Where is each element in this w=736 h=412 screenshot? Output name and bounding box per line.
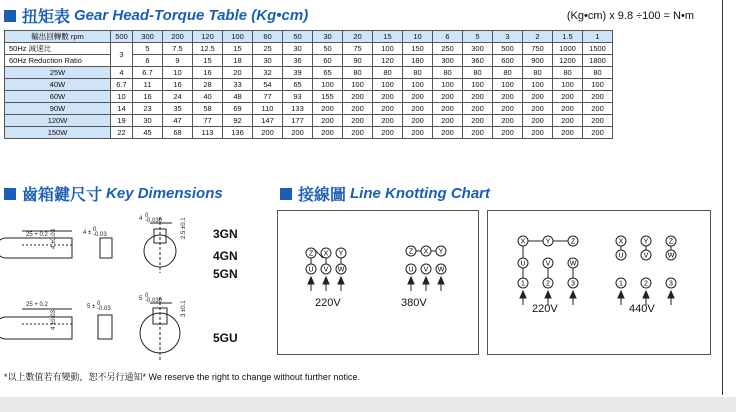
table-row — [5, 79, 613, 91]
torque-cell: 200 — [553, 115, 583, 127]
svg-text:Z: Z — [668, 238, 674, 246]
terminal-node — [543, 236, 553, 246]
torque-cell: 77 — [253, 91, 283, 103]
svg-text:U: U — [520, 260, 526, 268]
power-label: 120W — [5, 115, 111, 127]
terminal-node — [568, 236, 578, 246]
ratio-cell: 500 — [493, 43, 523, 55]
torque-cell: 200 — [463, 115, 493, 127]
torque-cell: 65 — [313, 67, 343, 79]
model-5gu: 5GU — [213, 331, 238, 345]
ratio-cell: 36 — [283, 55, 313, 67]
torque-cell: 110 — [253, 103, 283, 115]
terminal-node — [321, 264, 331, 274]
knot-title-en: Line Knotting Chart — [350, 185, 490, 202]
shaft-lower — [0, 317, 72, 339]
torque-cell: 100 — [463, 79, 493, 91]
svg-text:W: W — [667, 252, 675, 260]
torque-cell: 200 — [493, 103, 523, 115]
supply-arrow-icon — [570, 291, 576, 305]
key-title-en: Key Dimensions — [106, 185, 223, 202]
torque-cell: 58 — [193, 103, 223, 115]
terminal-node — [666, 250, 676, 260]
table-row — [5, 43, 613, 55]
torque-cell: 39 — [283, 67, 313, 79]
terminal-node — [666, 278, 676, 288]
torque-cell: 80 — [553, 67, 583, 79]
supply-arrow-icon — [520, 291, 526, 305]
speed-cell: 200 — [163, 31, 193, 43]
torque-cell: 200 — [433, 91, 463, 103]
terminal-node — [436, 264, 446, 274]
ratio-cell: 360 — [463, 55, 493, 67]
knot-diagram-1 — [278, 211, 478, 354]
torque-cell: 65 — [283, 79, 313, 91]
table-row — [5, 103, 613, 115]
table-row — [5, 127, 613, 139]
torque-cell: 200 — [373, 127, 403, 139]
torque-cell: 45 — [133, 127, 163, 139]
model-3gn: 3GN — [213, 227, 238, 241]
terminal-node — [666, 236, 676, 246]
knot-chart-box-1 — [277, 210, 479, 355]
ratio-cell: 300 — [463, 43, 493, 55]
torque-cell: 155 — [313, 91, 343, 103]
torque-cell: 200 — [343, 115, 373, 127]
supply-arrow-icon — [323, 277, 329, 291]
svg-text:4 ±0.03: 4 ±0.03 — [51, 229, 57, 249]
knot-section-title — [280, 182, 490, 205]
torque-cell: 200 — [583, 103, 613, 115]
ratio-label-60hz: 60Hz Reduction Ratio — [5, 55, 111, 67]
terminal-node — [616, 250, 626, 260]
knot-title-cjk: 接線圖 — [298, 187, 347, 204]
torque-cell: 40 — [193, 91, 223, 103]
svg-text:V: V — [643, 252, 649, 260]
supply-arrow-icon — [438, 277, 444, 291]
supply-arrow-icon — [423, 277, 429, 291]
torque-cell: 200 — [493, 115, 523, 127]
torque-cell: 200 — [463, 127, 493, 139]
ratio-cell: 900 — [523, 55, 553, 67]
ratio-cell: 15 — [223, 43, 253, 55]
terminal-node — [543, 278, 553, 288]
terminal-node — [641, 236, 651, 246]
ratio-cell: 30 — [283, 43, 313, 55]
shaft-upper — [0, 238, 72, 258]
torque-title-cjk: 扭矩表 — [22, 9, 71, 26]
svg-text:2: 2 — [546, 280, 550, 288]
torque-cell: 200 — [433, 127, 463, 139]
svg-text:-0.030: -0.030 — [145, 218, 163, 224]
torque-cell: 200 — [583, 91, 613, 103]
ratio-cell: 12.5 — [193, 43, 223, 55]
torque-cell: 23 — [133, 103, 163, 115]
ratio-cell: 100 — [373, 43, 403, 55]
svg-text:1: 1 — [619, 280, 623, 288]
ratio-cell: 6 — [133, 55, 163, 67]
speed-cell: 300 — [133, 31, 163, 43]
svg-text:V: V — [323, 266, 329, 274]
torque-cell: 80 — [583, 67, 613, 79]
ratio-cell: 25 — [253, 43, 283, 55]
speed-cell: 20 — [343, 31, 373, 43]
torque-cell: 200 — [373, 91, 403, 103]
svg-text:2: 2 — [644, 280, 648, 288]
svg-text:U: U — [308, 266, 314, 274]
torque-cell: 200 — [373, 115, 403, 127]
svg-text:5 ±: 5 ± — [87, 304, 96, 310]
terminal-node — [568, 278, 578, 288]
ratio-cell: 50 — [313, 43, 343, 55]
svg-text:0: 0 — [145, 293, 149, 299]
ratio-cell-first: 3 — [111, 43, 133, 67]
ratio-cell: 1200 — [553, 55, 583, 67]
torque-cell: 100 — [583, 79, 613, 91]
speed-cell: 100 — [223, 31, 253, 43]
terminal-node — [321, 248, 331, 258]
svg-text:W: W — [337, 266, 345, 274]
torque-cell: 200 — [463, 91, 493, 103]
svg-text:V: V — [545, 260, 551, 268]
torque-cell: 136 — [223, 127, 253, 139]
svg-text:Z: Z — [308, 250, 314, 258]
torque-cell: 200 — [313, 127, 343, 139]
torque-cell: 100 — [433, 79, 463, 91]
svg-text:4 ±0.03: 4 ±0.03 — [51, 310, 57, 330]
torque-cell: 200 — [463, 103, 493, 115]
voltage-label-220v-b: 220V — [532, 303, 558, 315]
model-4gn: 4GN — [213, 249, 238, 263]
speed-cell: 30 — [313, 31, 343, 43]
torque-cell: 200 — [523, 103, 553, 115]
torque-cell: 6.7 — [111, 79, 133, 91]
torque-cell: 10 — [111, 91, 133, 103]
torque-cell: 93 — [283, 91, 313, 103]
table-row — [5, 115, 613, 127]
torque-cell: 92 — [223, 115, 253, 127]
table-row — [5, 31, 613, 43]
torque-cell: 16 — [193, 67, 223, 79]
svg-text:1: 1 — [521, 280, 525, 288]
ratio-label-50hz: 50Hz 減速比 — [5, 43, 111, 55]
torque-cell: 200 — [583, 127, 613, 139]
torque-cell: 100 — [343, 79, 373, 91]
speed-cell: 120 — [193, 31, 223, 43]
torque-cell: 80 — [403, 67, 433, 79]
voltage-label-440v: 440V — [629, 303, 655, 315]
terminal-node — [336, 264, 346, 274]
speed-header-label: 輸出回轉數 rpm — [5, 31, 111, 43]
supply-arrow-icon — [338, 277, 344, 291]
torque-cell: 16 — [133, 91, 163, 103]
terminal-node — [421, 246, 431, 256]
speed-cell: 6 — [433, 31, 463, 43]
torque-cell: 200 — [373, 103, 403, 115]
torque-cell: 32 — [253, 67, 283, 79]
torque-cell: 200 — [583, 115, 613, 127]
torque-cell: 113 — [193, 127, 223, 139]
ratio-cell: 9 — [163, 55, 193, 67]
power-label: 150W — [5, 127, 111, 139]
torque-cell: 200 — [403, 103, 433, 115]
terminal-node — [518, 236, 528, 246]
blue-square-icon — [280, 188, 292, 200]
torque-cell: 200 — [403, 115, 433, 127]
terminal-node — [518, 278, 528, 288]
speed-cell: 50 — [283, 31, 313, 43]
svg-text:3: 3 — [669, 280, 673, 288]
torque-cell: 100 — [373, 79, 403, 91]
power-label: 60W — [5, 91, 111, 103]
ratio-cell: 1500 — [583, 43, 613, 55]
torque-cell: 80 — [373, 67, 403, 79]
torque-cell: 80 — [523, 67, 553, 79]
torque-cell: 200 — [313, 103, 343, 115]
torque-table — [4, 30, 613, 139]
torque-cell: 200 — [343, 103, 373, 115]
torque-cell: 22 — [111, 127, 133, 139]
svg-text:W: W — [437, 266, 445, 274]
ratio-cell: 180 — [403, 55, 433, 67]
torque-cell: 4 — [111, 67, 133, 79]
svg-text:Z: Z — [408, 248, 414, 256]
torque-cell: 10 — [163, 67, 193, 79]
torque-cell: 16 — [163, 79, 193, 91]
torque-cell: 80 — [493, 67, 523, 79]
ratio-cell: 750 — [523, 43, 553, 55]
supply-arrow-icon — [618, 291, 624, 305]
svg-text:V: V — [423, 266, 429, 274]
footer-band — [0, 397, 736, 412]
speed-cell: 60 — [253, 31, 283, 43]
torque-cell: 200 — [553, 91, 583, 103]
svg-text:3: 3 — [571, 280, 575, 288]
torque-cell: 48 — [223, 91, 253, 103]
torque-cell: 11 — [133, 79, 163, 91]
model-5gn: 5GN — [213, 267, 238, 281]
key-dimension-drawing — [0, 205, 210, 365]
speed-cell: 10 — [403, 31, 433, 43]
torque-cell: 35 — [163, 103, 193, 115]
ratio-cell: 18 — [223, 55, 253, 67]
speed-cell: 15 — [373, 31, 403, 43]
speed-cell: 1.5 — [553, 31, 583, 43]
torque-cell: 200 — [403, 127, 433, 139]
torque-cell: 200 — [523, 115, 553, 127]
torque-cell: 177 — [283, 115, 313, 127]
torque-cell: 200 — [523, 91, 553, 103]
knot-chart-box-2 — [487, 210, 711, 355]
key-title-cjk: 齒箱鍵尺寸 — [22, 187, 103, 204]
torque-title-en: Gear Head-Torque Table (Kg•cm) — [74, 7, 309, 24]
torque-cell: 200 — [553, 103, 583, 115]
terminal-node — [518, 258, 528, 268]
terminal-node — [421, 264, 431, 274]
torque-cell: 54 — [253, 79, 283, 91]
torque-cell: 200 — [523, 127, 553, 139]
svg-text:4: 4 — [139, 216, 143, 222]
terminal-node — [406, 246, 416, 256]
svg-text:Y: Y — [545, 238, 551, 246]
speed-cell: 2 — [523, 31, 553, 43]
torque-cell: 200 — [493, 91, 523, 103]
svg-text:-0.030: -0.030 — [145, 298, 163, 304]
terminal-node — [336, 248, 346, 258]
power-label: 90W — [5, 103, 111, 115]
torque-cell: 19 — [111, 115, 133, 127]
ratio-cell: 90 — [343, 55, 373, 67]
ratio-cell: 15 — [193, 55, 223, 67]
torque-cell: 24 — [163, 91, 193, 103]
terminal-node — [641, 250, 651, 260]
key-section-title — [4, 182, 223, 205]
svg-text:-0.03: -0.03 — [93, 232, 107, 238]
torque-cell: 80 — [463, 67, 493, 79]
key-lower-side — [98, 315, 112, 339]
torque-cell: 28 — [193, 79, 223, 91]
key-length-upper: 25 + 0.2 — [26, 232, 48, 238]
torque-cell: 14 — [111, 103, 133, 115]
supply-arrow-icon — [408, 277, 414, 291]
torque-cell: 77 — [193, 115, 223, 127]
svg-text:X: X — [618, 238, 624, 246]
ratio-cell: 150 — [403, 43, 433, 55]
terminal-node — [616, 278, 626, 288]
torque-cell: 20 — [223, 67, 253, 79]
svg-text:5: 5 — [139, 296, 143, 302]
power-label: 25W — [5, 67, 111, 79]
terminal-node — [543, 258, 553, 268]
torque-cell: 68 — [163, 127, 193, 139]
torque-cell: 200 — [433, 115, 463, 127]
key-length-lower: 25 + 0.2 — [26, 302, 48, 308]
torque-cell: 147 — [253, 115, 283, 127]
svg-text:Y: Y — [643, 238, 649, 246]
terminal-node — [616, 236, 626, 246]
torque-cell: 100 — [493, 79, 523, 91]
ratio-cell: 300 — [433, 55, 463, 67]
ratio-cell: 7.5 — [163, 43, 193, 55]
table-row — [5, 67, 613, 79]
torque-cell: 80 — [343, 67, 373, 79]
torque-cell: 100 — [403, 79, 433, 91]
torque-cell: 200 — [493, 127, 523, 139]
knot-diagram-2 — [488, 211, 710, 354]
ratio-cell: 5 — [133, 43, 163, 55]
ratio-cell: 30 — [253, 55, 283, 67]
blue-square-icon — [4, 10, 16, 22]
svg-text:U: U — [408, 266, 414, 274]
svg-text:X: X — [520, 238, 526, 246]
key-section-lower — [153, 308, 167, 324]
terminal-node — [641, 278, 651, 288]
torque-cell: 100 — [523, 79, 553, 91]
svg-text:0: 0 — [145, 213, 149, 219]
svg-text:2.5 ±0.1: 2.5 ±0.1 — [181, 217, 187, 239]
torque-cell: 200 — [403, 91, 433, 103]
terminal-node — [306, 264, 316, 274]
speed-cell: 3 — [493, 31, 523, 43]
speed-cell: 5 — [463, 31, 493, 43]
svg-text:X: X — [423, 248, 429, 256]
svg-text:3 ±0.1: 3 ±0.1 — [181, 300, 187, 317]
terminal-node — [406, 264, 416, 274]
torque-cell: 30 — [133, 115, 163, 127]
terminal-node — [436, 246, 446, 256]
speed-cell: 1 — [583, 31, 613, 43]
ratio-cell: 1800 — [583, 55, 613, 67]
ratio-cell: 75 — [343, 43, 373, 55]
torque-cell: 200 — [283, 127, 313, 139]
torque-cell: 133 — [283, 103, 313, 115]
page-edge-line — [722, 0, 723, 395]
torque-cell: 100 — [553, 79, 583, 91]
voltage-label-380v: 380V — [401, 297, 427, 309]
svg-text:Y: Y — [338, 250, 344, 258]
svg-text:U: U — [618, 252, 624, 260]
torque-cell: 200 — [343, 91, 373, 103]
speed-cell: 500 — [111, 31, 133, 43]
change-notice: *以上數值若有變動，恕不另行通知* We reserve the right to change without further notice. — [4, 372, 360, 382]
svg-text:Z: Z — [570, 238, 576, 246]
torque-cell: 33 — [223, 79, 253, 91]
svg-text:-0.03: -0.03 — [97, 306, 111, 312]
power-label: 40W — [5, 79, 111, 91]
torque-cell: 200 — [253, 127, 283, 139]
ratio-cell: 60 — [313, 55, 343, 67]
torque-section-title — [4, 4, 308, 27]
torque-cell: 6.7 — [133, 67, 163, 79]
svg-text:4 ±: 4 ± — [83, 230, 92, 236]
table-row — [5, 55, 613, 67]
torque-cell: 200 — [553, 127, 583, 139]
torque-cell: 47 — [163, 115, 193, 127]
torque-cell: 80 — [433, 67, 463, 79]
svg-text:W: W — [569, 260, 577, 268]
torque-cell: 200 — [313, 115, 343, 127]
table-row — [5, 91, 613, 103]
torque-cell: 200 — [433, 103, 463, 115]
torque-cell: 200 — [343, 127, 373, 139]
svg-text:0: 0 — [97, 301, 101, 307]
svg-text:0: 0 — [93, 227, 97, 233]
ratio-cell: 120 — [373, 55, 403, 67]
ratio-cell: 600 — [493, 55, 523, 67]
svg-text:X: X — [323, 250, 329, 258]
ratio-cell: 250 — [433, 43, 463, 55]
voltage-label-220v: 220V — [315, 297, 341, 309]
svg-text:Y: Y — [438, 248, 444, 256]
conversion-formula: (Kg•cm) x 9.8 ÷100 = N•m — [566, 10, 694, 22]
terminal-node — [568, 258, 578, 268]
supply-arrow-icon — [668, 291, 674, 305]
blue-square-icon — [4, 188, 16, 200]
key-upper-side — [100, 238, 112, 258]
torque-cell: 69 — [223, 103, 253, 115]
ratio-cell: 1000 — [553, 43, 583, 55]
supply-arrow-icon — [308, 277, 314, 291]
torque-cell: 100 — [313, 79, 343, 91]
